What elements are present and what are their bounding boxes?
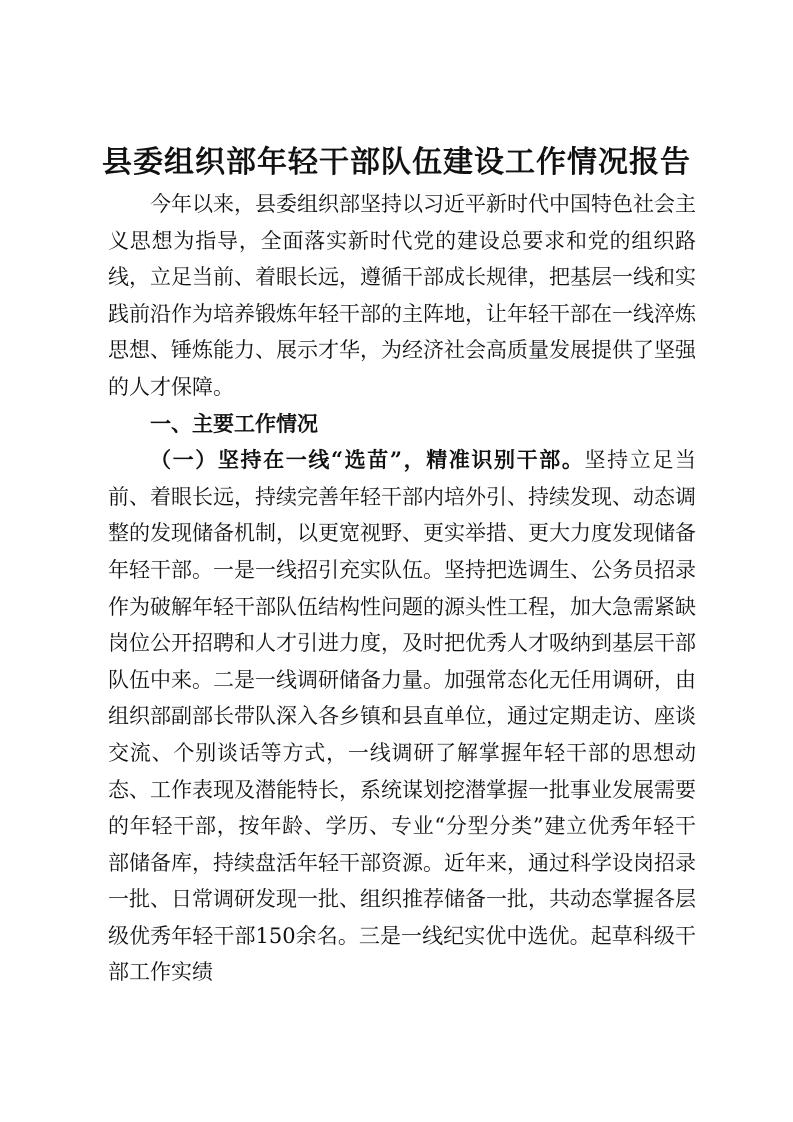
subsection-paragraph (108, 442, 696, 991)
intro-paragraph: 今年以来，县委组织部坚持以习近平新时代中国特色社会主义思想为指导，全面落实新时代党的建设总要求和党的组织路线，立足当前、着眼长远，遵循干部成长规律，把基层一线和实践前沿作为培养锻炼年轻干部的主阵地，让年轻干部在一线淬炼思想、锤炼能力、展示才华，为经济社会高质量发展提供了坚强的人才保障。 (108, 192, 696, 399)
document-title: 县委组织部年轻干部队伍建设工作情况报告 (102, 145, 691, 180)
section-heading: 一、主要工作情况 (150, 411, 318, 436)
subsection-lead: （一）坚持在一线“选苗”，精准识别干部。 (150, 447, 585, 473)
document-body (108, 186, 696, 991)
subsection-body: 坚持立足当前、着眼长远，持续完善年轻干部内培外引、持续发现、动态调整的发现储备机制，以更宽视野、更实举措、更大力度发现储备年轻干部。一是一线招引充实队伍。坚持把选调生、公务员招录作为破解年轻干部队伍结构性问题的源头性工程，加大急需紧缺岗位公开招聘和人才引进力度，及时把优秀人才吸纳到基层干部队伍中来。二是一线调研储备力量。加强常态化无任用调研，由组织部副部长带队深入各乡镇和县直单位，通过定期走访、座谈交流、个别谈话等方式，一线调研了解掌握年轻干部的思想动态、工作表现及潜能特长，系统谋划挖潜掌握一批事业发展需要的年轻干部，按年龄、学历、专业“分型分类”建立优秀年轻干部储备库，持续盘活年轻干部资源。近年来，通过科学设岗招录一批、日常调研发现一批、组织推荐储备一批，共动态掌握各层级优秀年轻干部150余名。三是一线纪实优中选优。起草科级干部工作实绩 (108, 448, 696, 985)
